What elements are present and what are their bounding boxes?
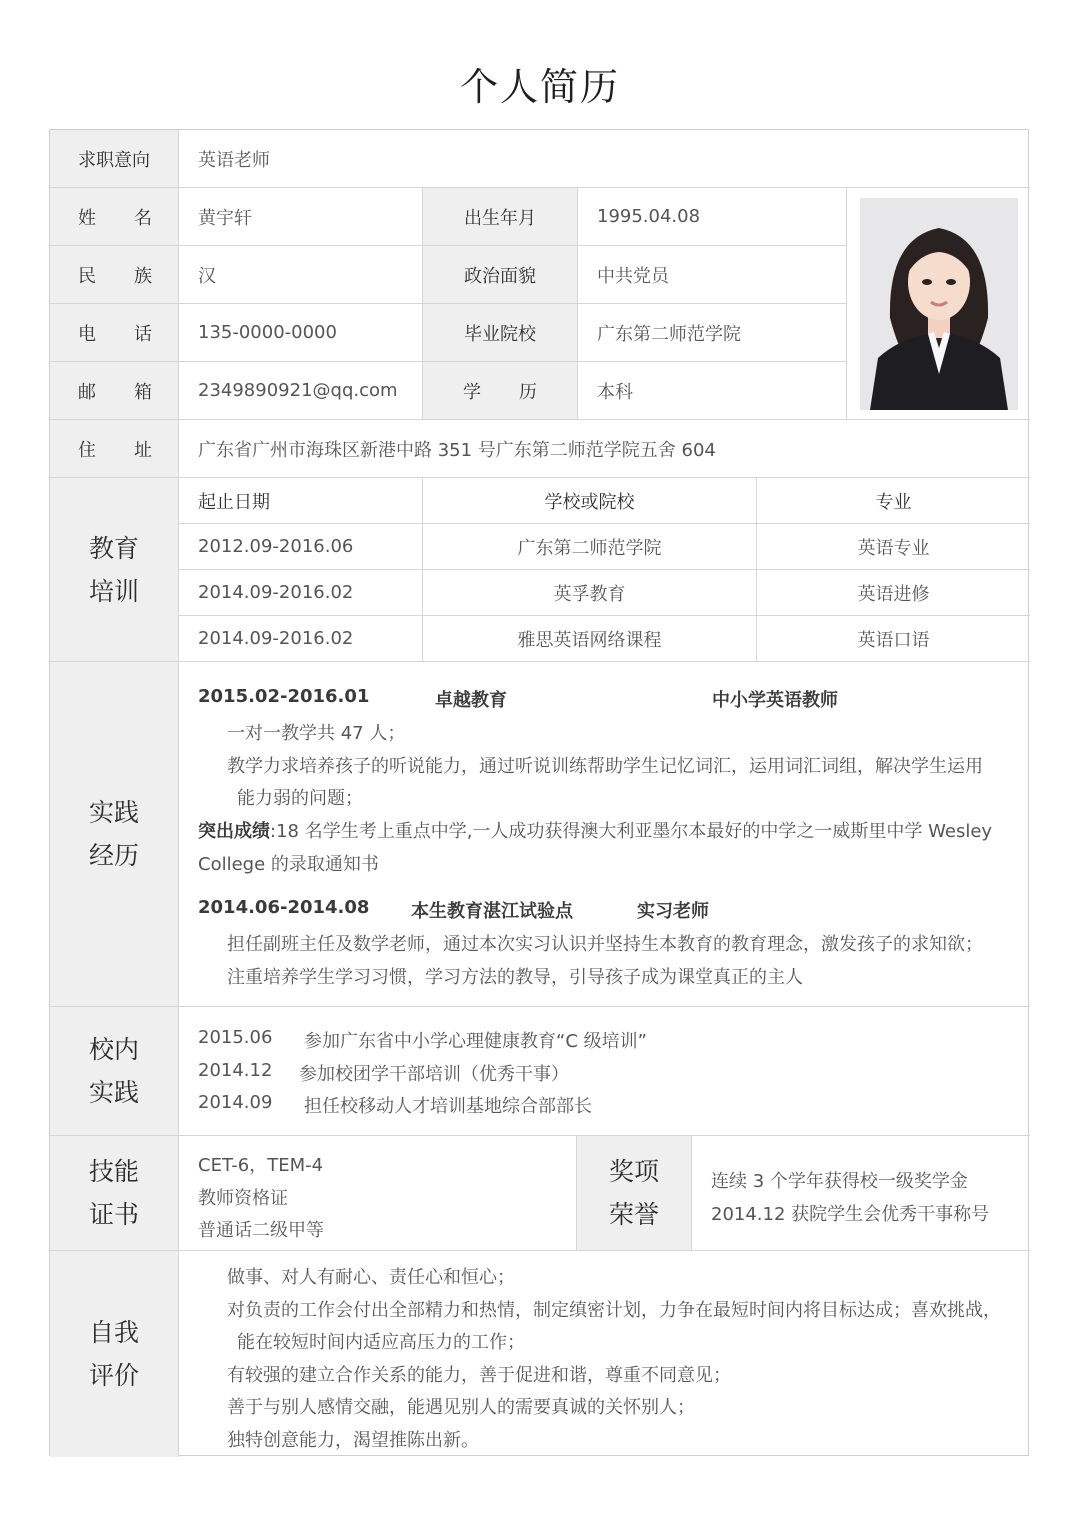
edu-row-3-major <box>757 616 1030 662</box>
edu-row-3-major-text: 英语口语 <box>857 629 930 651</box>
campus-item-3-date: 2014.09 <box>198 1092 273 1113</box>
photo-cell <box>847 188 1030 420</box>
self-content-cell <box>179 1251 1030 1457</box>
ethnic-value-cell <box>179 246 423 304</box>
email-label-1: 邮 <box>78 381 96 403</box>
job-value-cell <box>179 130 1030 188</box>
address-label-1: 住 <box>78 439 96 461</box>
ethnic-label-1: 民 <box>78 265 96 287</box>
job1-highlight-label: 突出成绩 <box>198 821 270 842</box>
political-value: 中共党员 <box>597 265 669 287</box>
edu-row-3-school <box>423 616 757 662</box>
edu-row-2-school-text: 英孚教育 <box>553 583 626 605</box>
education-label-cell <box>50 478 179 662</box>
job1-period: 2015.02-2016.01 <box>198 686 370 707</box>
self-line-4: 有较强的建立合作关系的能力，善于促进和谐，尊重不同意见； <box>227 1365 731 1386</box>
degree-label-2: 历 <box>519 381 537 403</box>
edu-row-2-date <box>179 570 423 616</box>
job1-line-2: 教学力求培养孩子的听说能力，通过听说训练帮助学生记忆词汇，运用词汇词组，解决学生运用 <box>227 756 983 777</box>
name-label-2: 名 <box>134 207 152 229</box>
awards-label-2: 荣誉 <box>608 1200 659 1229</box>
page-title: 个人简历 <box>459 65 620 109</box>
edu-row-2-date-text: 2014.09-2016.02 <box>198 582 354 603</box>
self-line-1: 做事、对人有耐心、责任心和恒心； <box>227 1267 515 1288</box>
political-label: 政治面貌 <box>464 265 536 287</box>
award-item-1: 连续 3 个学年获得校一级奖学金 <box>711 1171 968 1192</box>
campus-item-2-date: 2014.12 <box>198 1060 273 1081</box>
job2-line-2: 注重培养学生学习习惯，学习方法的教导，引导孩子成为课堂真正的主人 <box>227 967 803 988</box>
email-label-2: 箱 <box>134 381 152 403</box>
skill-item-3: 普通话二级甲等 <box>198 1220 324 1241</box>
school-label: 毕业院校 <box>464 323 536 345</box>
job1-highlight-text: :18 名学生考上重点中学,一人成功获得澳大利亚墨尔本最好的中学之一威斯里中学 Wesley <box>270 821 993 842</box>
school-value: 广东第二师范学院 <box>597 323 741 345</box>
job2-period: 2014.06-2014.08 <box>198 897 370 918</box>
skills-label-1: 技能 <box>88 1157 139 1186</box>
job1-highlight <box>198 817 992 843</box>
job2-line-1: 担任副班主任及数学老师，通过本次实习认识并坚持生本教育的教育理念，激发孩子的求知欲； <box>227 934 983 955</box>
edu-row-1-major-text: 英语专业 <box>857 537 930 559</box>
skills-label-cell <box>50 1136 179 1251</box>
education-label-1: 教育 <box>88 533 139 563</box>
political-value-cell <box>578 246 847 304</box>
address-value-cell <box>179 420 1030 478</box>
degree-label-cell <box>423 362 578 420</box>
degree-label-1: 学 <box>463 381 481 403</box>
phone-label-cell <box>50 304 179 362</box>
edu-row-3-date <box>179 616 423 662</box>
edu-row-2-school <box>423 570 757 616</box>
political-label-cell <box>423 246 578 304</box>
job1-line-3: 能力弱的问题； <box>237 788 363 809</box>
awards-label-cell <box>577 1136 692 1251</box>
self-label-cell <box>50 1251 179 1457</box>
birth-label: 出生年月 <box>464 207 536 229</box>
practice-label-cell <box>50 662 179 1007</box>
edu-row-2-major-text: 英语进修 <box>857 583 930 605</box>
edu-header-date <box>179 478 423 524</box>
resume-table <box>49 129 1029 1456</box>
job1-role: 中小学英语教师 <box>712 690 838 711</box>
address-label-2: 址 <box>134 439 152 461</box>
edu-header-major-text: 专业 <box>875 491 912 513</box>
self-line-6: 独特创意能力，渴望推陈出新。 <box>227 1430 479 1451</box>
self-label-2: 评价 <box>88 1361 139 1390</box>
birth-value: 1995.04.08 <box>597 206 701 227</box>
skills-content-cell <box>179 1136 577 1251</box>
address-value: 广东省广州市海珠区新港中路 351 号广东第二师范学院五舍 604 <box>198 439 716 461</box>
job1-highlight-2: College 的录取通知书 <box>198 854 379 875</box>
edu-header-date-text: 起止日期 <box>198 491 270 513</box>
email-value-cell <box>179 362 423 420</box>
degree-value-cell <box>578 362 847 420</box>
self-line-3: 能在较短时间内适应高压力的工作； <box>237 1332 525 1353</box>
birth-label-cell <box>423 188 578 246</box>
award-item-2: 2014.12 获院学生会优秀干事称号 <box>711 1204 990 1225</box>
campus-item-1-date: 2015.06 <box>198 1027 273 1048</box>
edu-header-major <box>757 478 1030 524</box>
campus-content-cell <box>179 1007 1030 1136</box>
skills-label-2: 证书 <box>88 1200 139 1229</box>
job2-org: 本生教育湛江试验点 <box>411 901 573 922</box>
job-label-cell <box>50 130 179 188</box>
name-label-1: 姓 <box>78 207 96 229</box>
practice-label-2: 经历 <box>88 841 139 870</box>
ethnic-label-2: 族 <box>134 265 152 287</box>
phone-label-2: 话 <box>134 323 152 345</box>
self-line-5: 善于与别人感情交融，能遇见别人的需要真诚的关怀别人； <box>227 1397 695 1418</box>
job2-role: 实习老师 <box>637 901 709 922</box>
edu-row-1-school <box>423 524 757 570</box>
birth-value-cell <box>578 188 847 246</box>
phone-value: 135-0000-0000 <box>198 322 337 343</box>
campus-item-1-text: 参加广东省中小学心理健康教育“C 级培训” <box>304 1031 647 1052</box>
profile-photo <box>860 198 1018 410</box>
campus-item-2-text: 参加校团学干部培训（优秀干事） <box>299 1064 569 1085</box>
practice-content-cell <box>179 662 1030 1007</box>
skill-item-2: 教师资格证 <box>198 1188 288 1209</box>
edu-row-3-date-text: 2014.09-2016.02 <box>198 628 354 649</box>
self-label-1: 自我 <box>88 1318 139 1347</box>
name-label-cell <box>50 188 179 246</box>
school-value-cell <box>578 304 847 362</box>
self-line-2: 对负责的工作会付出全部精力和热情，制定缜密计划，力争在最短时间内将目标达成；喜欢挑战， <box>227 1300 1001 1321</box>
degree-value: 本科 <box>597 381 633 403</box>
ethnic-label-cell <box>50 246 179 304</box>
name-value-cell <box>179 188 423 246</box>
edu-header-school <box>423 478 757 524</box>
job1-line-1: 一对一教学共 47 人； <box>227 723 406 744</box>
edu-row-1-date-text: 2012.09-2016.06 <box>198 536 354 557</box>
edu-header-school-text: 学校或院校 <box>544 491 635 513</box>
address-label-cell <box>50 420 179 478</box>
campus-label-1: 校内 <box>88 1035 139 1064</box>
campus-item-3-text: 担任校移动人才培训基地综合部部长 <box>304 1096 592 1117</box>
edu-row-1-school-text: 广东第二师范学院 <box>517 537 662 559</box>
practice-label-1: 实践 <box>88 798 139 827</box>
name-value: 黄宇轩 <box>198 207 252 229</box>
phone-label-1: 电 <box>78 323 96 345</box>
job-label: 求职意向 <box>78 149 150 171</box>
education-label-2: 培训 <box>88 576 139 606</box>
campus-label-cell <box>50 1007 179 1136</box>
email-value: 2349890921@qq.com <box>198 380 398 401</box>
job-value: 英语老师 <box>198 149 270 171</box>
campus-label-2: 实践 <box>88 1078 139 1107</box>
awards-content-cell <box>692 1136 1030 1251</box>
edu-row-1-major <box>757 524 1030 570</box>
school-label-cell <box>423 304 578 362</box>
edu-row-1-date <box>179 524 423 570</box>
edu-row-3-school-text: 雅思英语网络课程 <box>517 629 662 651</box>
ethnic-value: 汉 <box>198 265 216 287</box>
awards-label-1: 奖项 <box>608 1157 659 1186</box>
skill-item-1: CET-6，TEM-4 <box>198 1155 324 1176</box>
job1-org: 卓越教育 <box>435 690 507 711</box>
edu-row-2-major <box>757 570 1030 616</box>
phone-value-cell <box>179 304 423 362</box>
email-label-cell <box>50 362 179 420</box>
